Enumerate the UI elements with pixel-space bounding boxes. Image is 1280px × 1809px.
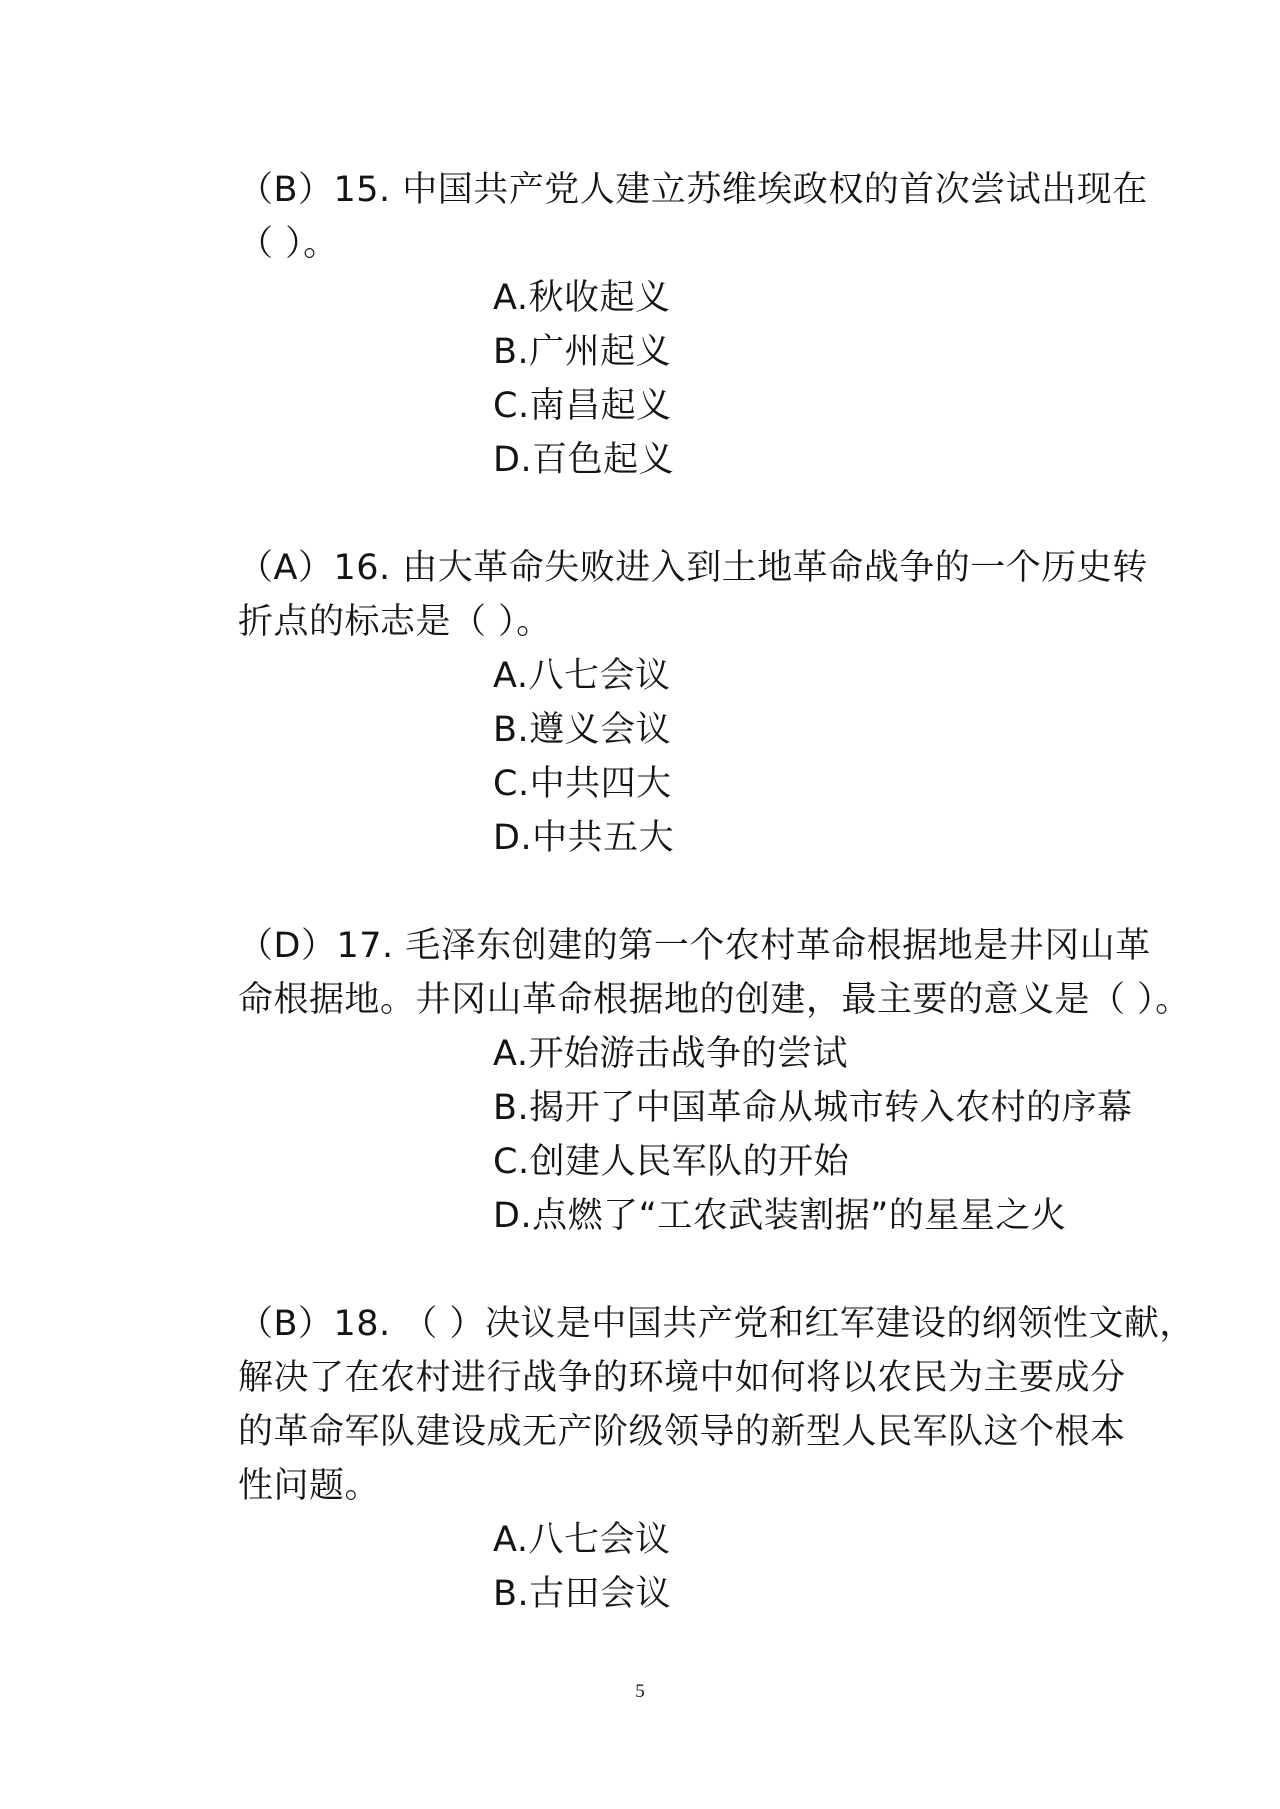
question-17-line-2: 命根据地。井冈山革命根据地的创建，最主要的意义是（ ）。 (238, 980, 1191, 1020)
question-17-option-a: A.开始游击战争的尝试 (493, 1034, 848, 1074)
question-15-option-a: A.秋收起义 (493, 278, 671, 318)
question-18-line-3: 的革命军队建设成无产阶级领导的新型人民军队这个根本 (238, 1412, 1126, 1452)
question-18-option-b: B.古田会议 (493, 1574, 672, 1614)
question-16-line-2: 折点的标志是（ ）。 (238, 602, 552, 642)
question-17-option-c: C.创建人民军队的开始 (493, 1142, 850, 1182)
question-15-option-b: B.广州起义 (493, 332, 672, 372)
page-number: 5 (635, 1681, 645, 1702)
question-17-line-1: （D）17. 毛泽东创建的第一个农村革命根据地是井冈山革 (238, 926, 1151, 966)
question-16-option-c: C.中共四大 (493, 764, 672, 804)
question-16-line-1: （A）16. 由大革命失败进入到土地革命战争的一个历史转 (238, 548, 1148, 588)
question-18-line-1: （B）18. （ ）决议是中国共产党和红军建设的纲领性文献， (238, 1304, 1195, 1344)
question-16-option-b: B.遵义会议 (493, 710, 672, 750)
question-16-option-a: A.八七会议 (493, 656, 671, 696)
question-15-option-d: D.百色起义 (493, 440, 675, 480)
question-15-line-2: （ ）。 (238, 224, 339, 264)
question-17-option-d: D.点燃了“工农武装割据”的星星之火 (493, 1196, 1067, 1236)
question-15-line-1: （B）15. 中国共产党人建立苏维埃政权的首次尝试出现在 (238, 170, 1148, 210)
question-17-option-b: B.揭开了中国革命从城市转入农村的序幕 (493, 1088, 1133, 1128)
question-18-option-a: A.八七会议 (493, 1520, 671, 1560)
question-18-line-4: 性问题。 (238, 1466, 381, 1506)
question-18-line-2: 解决了在农村进行战争的环境中如何将以农民为主要成分 (238, 1358, 1126, 1398)
question-16-option-d: D.中共五大 (493, 818, 675, 858)
question-15-option-c: C.南昌起义 (493, 386, 672, 426)
